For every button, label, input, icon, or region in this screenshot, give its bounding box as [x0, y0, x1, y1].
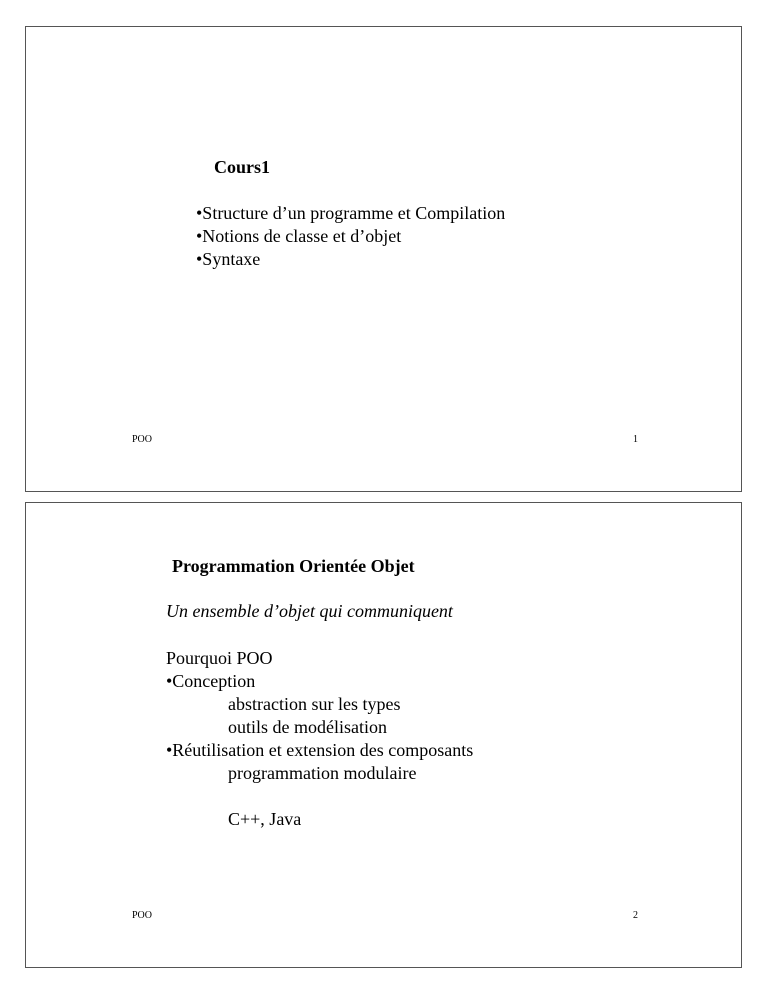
- slide-2: [25, 502, 742, 968]
- footer-label: POO: [132, 434, 153, 445]
- languages-text: C++, Java: [228, 809, 302, 829]
- sub-item: programmation modulaire: [228, 763, 417, 783]
- slide-subtitle: Un ensemble d’objet qui communiquent: [166, 601, 453, 621]
- slide-title: Programmation Orientée Objet: [172, 556, 415, 576]
- section-heading: Pourquoi POO: [166, 648, 273, 668]
- page-number: 1: [633, 434, 638, 445]
- slide-1: [25, 26, 742, 492]
- slide-content: [166, 647, 473, 831]
- list-item: •Réutilisation et extension des composants: [166, 740, 474, 760]
- page-number: 2: [633, 910, 638, 921]
- list-item: •Syntaxe: [196, 249, 261, 269]
- footer-label: POO: [132, 910, 153, 921]
- list-item: •Structure d’un programme et Compilation: [196, 203, 506, 223]
- slide-title: Cours1: [214, 157, 271, 177]
- bullet-list: [196, 202, 505, 271]
- sub-item: outils de modélisation: [228, 717, 387, 737]
- list-item: •Conception: [166, 671, 256, 691]
- list-item: •Notions de classe et d’objet: [196, 226, 402, 246]
- sub-item: abstraction sur les types: [228, 694, 401, 714]
